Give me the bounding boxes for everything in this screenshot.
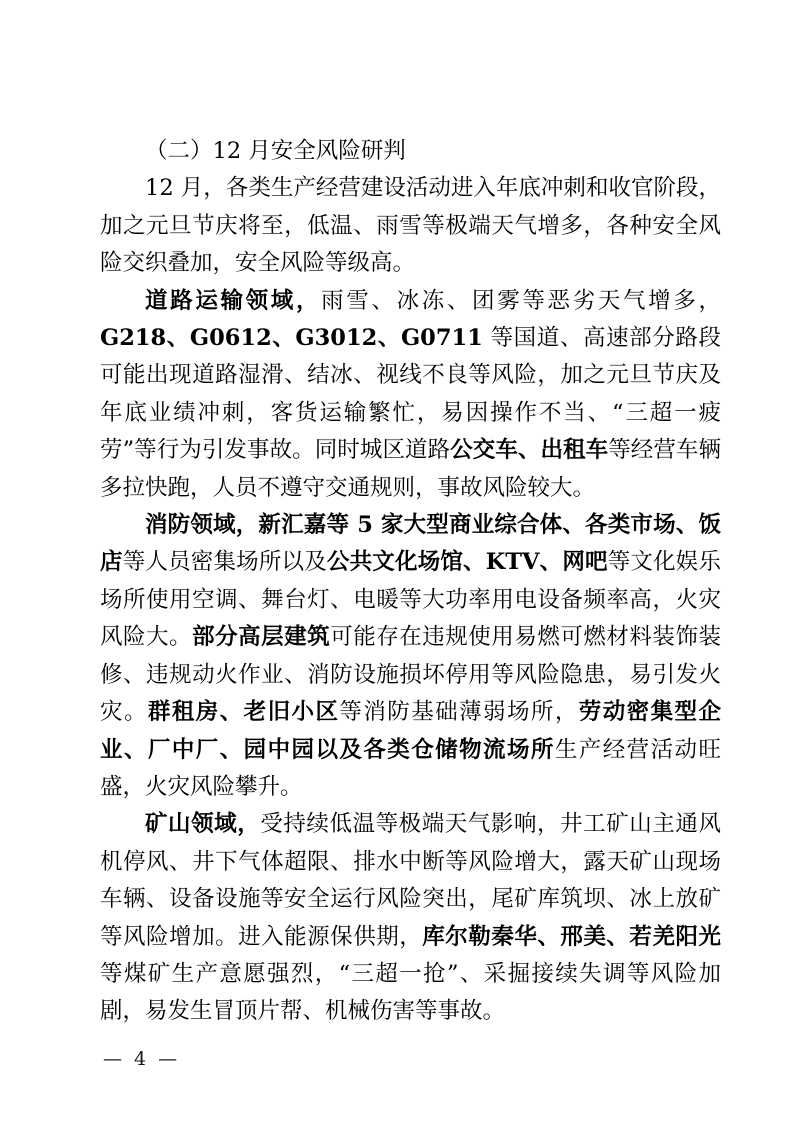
text-run: 等人员密集场所以及 bbox=[122, 549, 327, 576]
text-run: 等文化娱乐场所使用空调、舞台灯、电暖等大功率用电设备频率高，火灾风险大。 bbox=[100, 549, 721, 651]
bold-text-run: 部分高层建筑 bbox=[192, 624, 331, 651]
bold-text-run: 公交车、出租车 bbox=[450, 437, 609, 464]
paragraph bbox=[100, 507, 721, 806]
document-body bbox=[100, 170, 721, 1030]
bold-text-run: 库尔勒秦华、邢美、若羌阳光 bbox=[422, 923, 721, 950]
bold-text-run: 道路运输领域， bbox=[145, 287, 322, 314]
section-heading: （二）12 月安全风险研判 bbox=[145, 138, 406, 164]
text-run: 生产经营活动旺盛，火灾风险攀升。 bbox=[100, 736, 721, 800]
bold-text-run: G218、G0612、G3012、G0711 bbox=[100, 325, 483, 352]
bold-text-run: 消防领域，新汇嘉等 5 家大型商业综合体、各类市场、饭店 bbox=[100, 512, 721, 576]
page-number: — 4 — bbox=[103, 1048, 181, 1070]
paragraph bbox=[100, 170, 721, 282]
text-run: 12 月，各类生产经营建设活动进入年底冲刺和收官阶段，加之元旦节庆将至，低温、雨雪等极端天气增多，各种安全风险交织叠加，安全风险等级高。 bbox=[100, 175, 721, 277]
paragraph bbox=[100, 806, 721, 1030]
text-run: 可能存在违规使用易燃可燃材料装饰装修、违规动火作业、消防设施损坏停用等风险隐患，易引发火灾。 bbox=[100, 624, 721, 726]
document-content bbox=[100, 133, 721, 1031]
text-run: 等国道、高速部分路段可能出现道路湿滑、结冰、视线不良等风险，加之元旦节庆及年底业绩冲刺，客货运输繁忙，易因操作不当、“三超一疲劳”等行为引发事故。同时城区道路 bbox=[100, 325, 721, 464]
text-run: 雨雪、冰冻、团雾等恶劣天气增多， bbox=[321, 287, 721, 314]
bold-text-run: 群租房、老旧小区 bbox=[147, 699, 340, 726]
paragraph bbox=[100, 283, 721, 507]
text-run: 等经营车辆多拉快跑，人员不遵守交通规则，事故风险较大。 bbox=[100, 437, 721, 501]
text-run: 等消防基础薄弱场所， bbox=[339, 699, 579, 726]
bold-text-run: 矿山领域， bbox=[145, 811, 261, 838]
bold-text-run: 公共文化场馆、KTV、网吧 bbox=[326, 549, 608, 576]
text-run: 等煤矿生产意愿强烈，“三超一抢”、采掘接续失调等风险加剧，易发生冒顶片帮、机械伤害等事故。 bbox=[100, 960, 721, 1025]
text-run: 受持续低温等极端天气影响，井工矿山主通风机停风、井下气体超限、排水中断等风险增大，露天矿山现场车辆、设备设施等安全运行风险突出，尾矿库筑坝、冰上放矿等风险增加。进入能源保供期， bbox=[100, 811, 721, 950]
bold-text-run: 劳动密集型企业、厂中厂、园中园以及各类仓储物流场所 bbox=[100, 699, 721, 763]
